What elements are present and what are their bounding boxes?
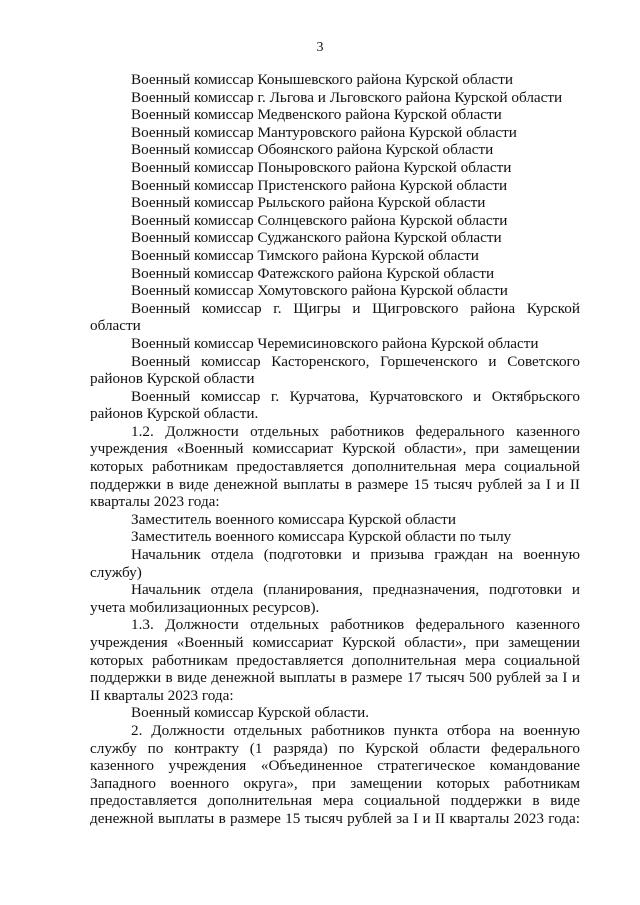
text-line: которых работникам предоставляется дополнительная мера социальной <box>90 458 580 476</box>
text-line: поддержки в виде денежной выплаты в размере 15 тысяч рублей за I и II <box>90 475 580 493</box>
text-line: Военный комиссар Черемисиновского района Курской области <box>131 334 539 352</box>
text-line: Военный комиссар Медвенского района Курской области <box>131 106 502 124</box>
document-body <box>90 71 580 828</box>
text-line: учреждения «Военный комиссариат Курской области», при замещении <box>90 440 580 458</box>
text-line: Военный комиссар г. Курчатова, Курчатовского и Октябрьского <box>131 387 580 405</box>
text-line: Военный комиссар Тимского района Курской области <box>131 246 479 264</box>
text-line: Военный комиссар г. Щигры и Щигровского района Курской <box>131 299 580 317</box>
text-line: Военный комиссар Мантуровского района Курской области <box>131 123 517 141</box>
text-line: денежной выплаты в размере 15 тысяч рублей за I и II кварталы 2023 года: <box>90 809 580 827</box>
text-line: учета мобилизационных ресурсов). <box>90 598 320 616</box>
text-line: области <box>90 317 141 335</box>
text-line: Военный комиссар Суджанского района Курской области <box>131 229 502 247</box>
text-line: II кварталы 2023 года: <box>90 686 234 704</box>
text-line: 2. Должности отдельных работников пункта отбора на военную <box>131 721 580 739</box>
text-line: учреждения «Военный комиссариат Курской области», при замещении <box>90 634 580 651</box>
text-line: Военный комиссар Обоянского района Курской области <box>131 141 494 159</box>
text-line: Военный комиссар Касторенского, Горшеченского и Советского <box>131 352 580 370</box>
text-line: службу) <box>90 563 142 581</box>
text-line: Военный комиссар г. Льгова и Льговского района Курской области <box>131 88 563 106</box>
text-line: Начальник отдела (планирования, предназначения, подготовки и <box>131 581 580 599</box>
text-line: Военный комиссар Солнцевского района Курской области <box>131 211 508 229</box>
text-line: кварталы 2023 года: <box>90 493 220 511</box>
text-line: Военный комиссар Курской области. <box>131 704 370 722</box>
text-line: которых работникам предоставляется дополнительная мера социальной <box>90 651 580 669</box>
text-line: Военный комиссар Поныровского района Курской области <box>131 158 512 176</box>
text-line: районов Курской области <box>90 370 255 388</box>
page-number: 3 <box>316 40 324 55</box>
text-line: казенного учреждения «Объединенное стратегическое командование <box>90 757 580 775</box>
text-line: Заместитель военного комиссара Курской области <box>131 510 456 528</box>
text-line: Военный комиссар Пристенского района Курской области <box>131 176 508 194</box>
text-line: районов Курской области. <box>90 405 259 423</box>
text-line: предоставляется дополнительная мера социальной поддержки в виде <box>90 792 580 810</box>
text-line: Военный комиссар Хомутовского района Курской области <box>131 282 508 300</box>
text-line: Военный комиссар Конышевского района Курской области <box>131 71 514 88</box>
text-line: Заместитель военного комиссара Курской области по тылу <box>131 528 512 546</box>
text-line: 1.3. Должности отдельных работников федерального казенного <box>131 616 580 634</box>
text-line: Западного военного округа», при замещении которых работникам <box>90 774 580 792</box>
text-line: Военный комиссар Рыльского района Курской области <box>131 194 486 212</box>
text-line: поддержки в виде денежной выплаты в размере 17 тысяч 500 рублей за I и <box>90 669 580 687</box>
text-line: службу по контракту (1 разряда) по Курской области федерального <box>90 739 580 757</box>
text-line: Военный комиссар Фатежского района Курской области <box>131 264 495 282</box>
text-line: Начальник отдела (подготовки и призыва граждан на военную <box>131 546 580 564</box>
text-line: 1.2. Должности отдельных работников федерального казенного <box>131 422 580 440</box>
